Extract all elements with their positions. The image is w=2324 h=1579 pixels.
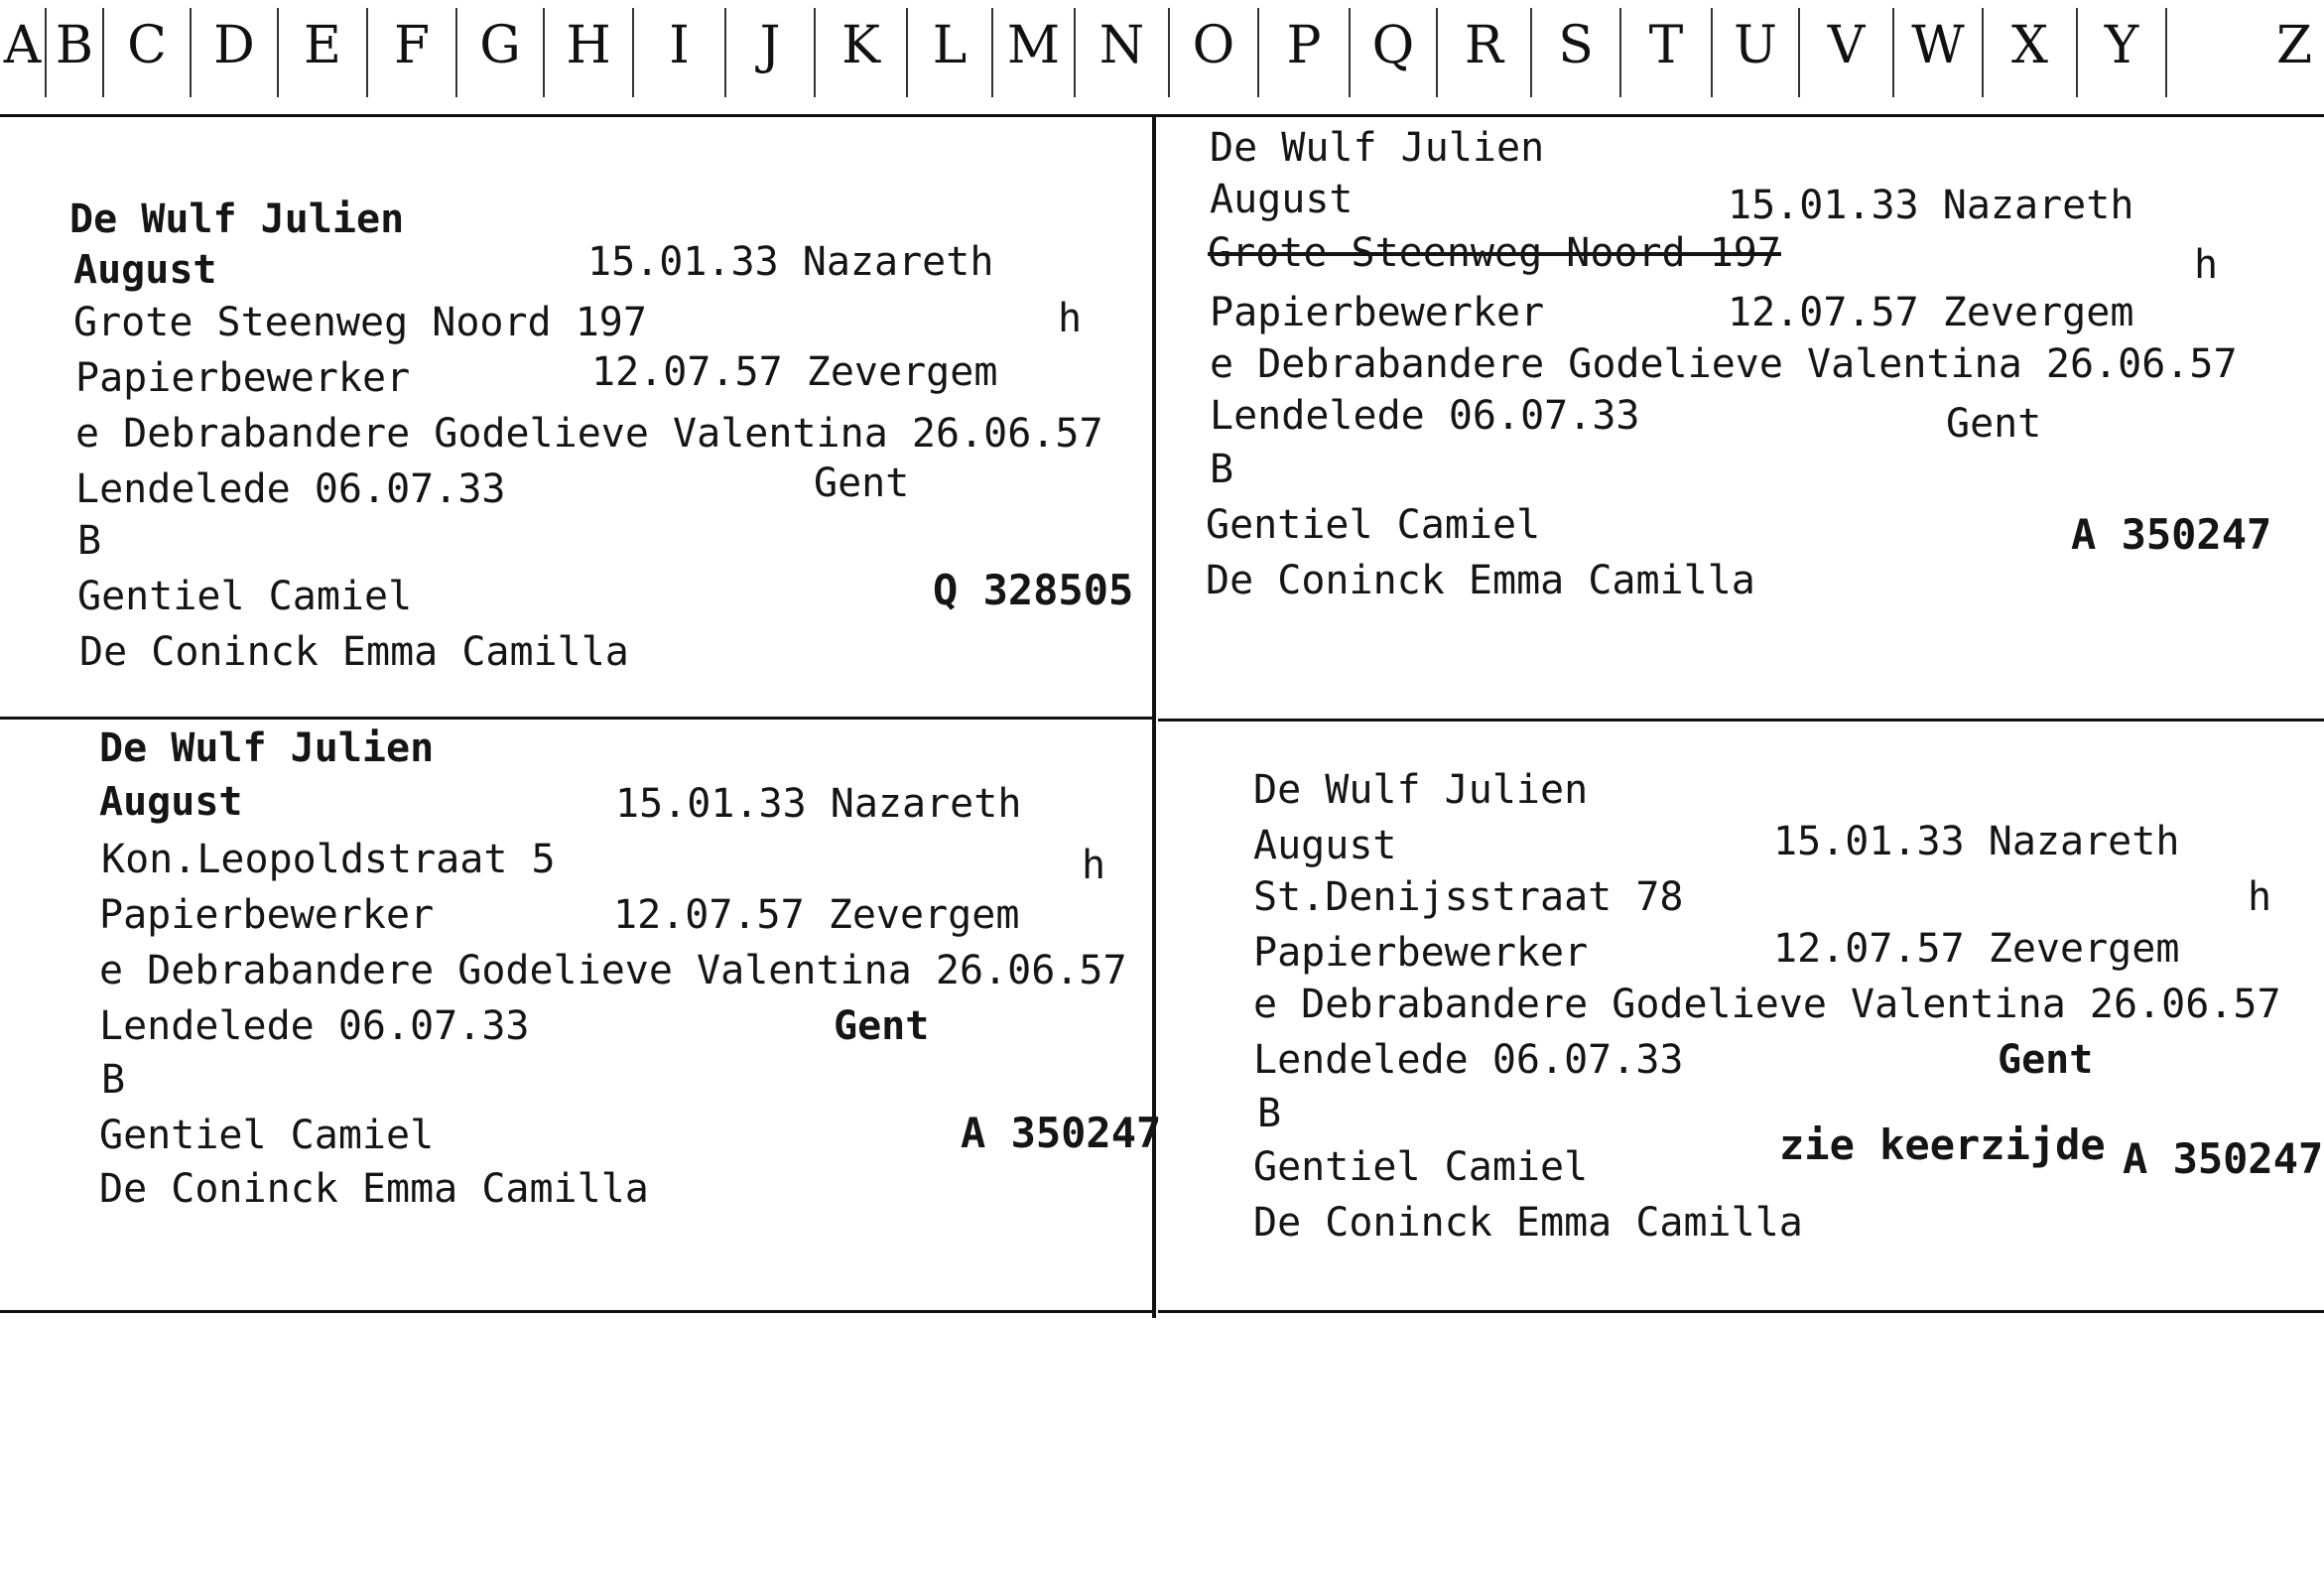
index-letter-y: Y: [2078, 8, 2167, 97]
card-spouse: e Debrabandere Godelieve Valentina 26.06.57: [1253, 982, 2281, 1027]
card-given-name: August: [73, 247, 217, 293]
card-sex: h: [2194, 242, 2219, 288]
index-letter-p: P: [1259, 8, 1351, 97]
card-given-name: August: [1253, 823, 1397, 868]
index-letter-e: E: [279, 8, 368, 97]
index-letter-s: S: [1532, 8, 1621, 97]
card-category: B: [1257, 1091, 1282, 1136]
card-name-line: De Wulf Julien: [1210, 125, 1545, 171]
index-letter-z: Z: [2276, 16, 2313, 75]
index-letter-g: G: [457, 8, 545, 97]
card-mother: De Coninck Emma Camilla: [79, 629, 629, 675]
card-given-name: August: [99, 779, 243, 825]
index-letter-w: W: [1894, 8, 1984, 97]
card-number: A 350247: [2123, 1134, 2324, 1183]
index-letter-i: I: [634, 8, 726, 97]
card-category: B: [1210, 447, 1234, 492]
index-letter-o: O: [1170, 8, 1259, 97]
card-father: Gentiel Camiel: [99, 1113, 435, 1158]
card-spouse: e Debrabandere Godelieve Valentina 26.06.57: [99, 948, 1127, 993]
card-occupation-date: 12.07.57 Zevergem: [591, 349, 998, 395]
card-sex: h: [1082, 843, 1106, 888]
card-name-line: De Wulf Julien: [99, 725, 435, 771]
card-birth: 15.01.33 Nazareth: [587, 239, 994, 285]
index-letter-v: V: [1800, 8, 1894, 97]
card-number: A 350247: [961, 1109, 1162, 1157]
card-given-name: August: [1210, 177, 1354, 222]
index-letter-r: R: [1438, 8, 1532, 97]
record-card-top-right: [1158, 117, 2324, 717]
alphabet-index: [0, 0, 2324, 117]
bottom-line-right: [1158, 1310, 2324, 1313]
index-letter-x: X: [1984, 8, 2078, 97]
card-spouse-place: Gent: [1998, 1037, 2094, 1083]
bottom-line-left: [0, 1310, 1154, 1313]
index-letter-h: H: [545, 8, 634, 97]
card-father: Gentiel Camiel: [1253, 1144, 1589, 1190]
card-category: B: [77, 518, 102, 564]
card-occupation-date: 12.07.57 Zevergem: [1728, 290, 2134, 335]
card-birth: 15.01.33 Nazareth: [1728, 183, 2134, 228]
card-spouse-birth: Lendelede 06.07.33: [1253, 1037, 1684, 1083]
record-card-bottom-right: [1158, 722, 2324, 1310]
record-card-bottom-left: [0, 720, 1162, 1310]
card-category: B: [101, 1057, 126, 1103]
card-sex: h: [1058, 296, 1083, 341]
index-letter-t: T: [1621, 8, 1713, 97]
card-sex: h: [2248, 874, 2272, 920]
record-card-top-left: [0, 117, 1151, 717]
index-letter-j: J: [726, 8, 816, 97]
index-letter-c: C: [104, 8, 192, 97]
card-address-struck: Grote Steenweg Noord 197: [1208, 230, 1781, 276]
card-number: Q 328505: [933, 566, 1134, 614]
card-spouse-birth: Lendelede 06.07.33: [75, 466, 506, 512]
card-spouse-birth: Lendelede 06.07.33: [1210, 393, 1640, 439]
card-number: A 350247: [2071, 510, 2272, 559]
index-letter-q: Q: [1351, 8, 1438, 97]
index-letter-b: B: [47, 8, 104, 97]
card-birth: 15.01.33 Nazareth: [1773, 819, 2180, 864]
card-name-line: De Wulf Julien: [1253, 767, 1589, 813]
card-father: Gentiel Camiel: [1206, 502, 1541, 548]
card-mother: De Coninck Emma Camilla: [1253, 1200, 1803, 1246]
card-name-line: De Wulf Julien: [69, 197, 405, 242]
card-occupation: Papierbewerker: [99, 892, 435, 938]
card-address: Grote Steenweg Noord 197: [73, 300, 647, 345]
index-letter-d: D: [192, 8, 279, 97]
card-occupation: Papierbewerker: [1253, 930, 1589, 976]
card-spouse-place: Gent: [1946, 401, 2042, 447]
index-letter-a: A: [0, 8, 47, 97]
index-letter-m: M: [993, 8, 1076, 97]
index-letter-l: L: [908, 8, 993, 97]
index-letter-f: F: [368, 8, 457, 97]
card-spouse-birth: Lendelede 06.07.33: [99, 1003, 530, 1049]
card-spouse-place: Gent: [814, 461, 910, 506]
card-occupation-date: 12.07.57 Zevergem: [1773, 926, 2180, 972]
card-occupation: Papierbewerker: [75, 355, 411, 401]
index-letter-n: N: [1076, 8, 1170, 97]
card-mother: De Coninck Emma Camilla: [1206, 558, 1755, 603]
card-address: St.Denijsstraat 78: [1253, 874, 1684, 920]
card-address: Kon.Leopoldstraat 5: [101, 837, 556, 882]
index-letter-k: K: [816, 8, 908, 97]
card-spouse: e Debrabandere Godelieve Valentina 26.06.57: [75, 411, 1103, 457]
card-father: Gentiel Camiel: [77, 574, 413, 619]
card-mother: De Coninck Emma Camilla: [99, 1166, 649, 1212]
card-occupation: Papierbewerker: [1210, 290, 1545, 335]
card-occupation-date: 12.07.57 Zevergem: [613, 892, 1020, 938]
card-spouse-place: Gent: [834, 1003, 930, 1049]
card-birth: 15.01.33 Nazareth: [615, 781, 1022, 827]
card-spouse: e Debrabandere Godelieve Valentina 26.06.57: [1210, 341, 2238, 387]
card-stamp-zie-keerzijde: zie keerzijde: [1779, 1120, 2106, 1169]
index-letter-u: U: [1713, 8, 1800, 97]
